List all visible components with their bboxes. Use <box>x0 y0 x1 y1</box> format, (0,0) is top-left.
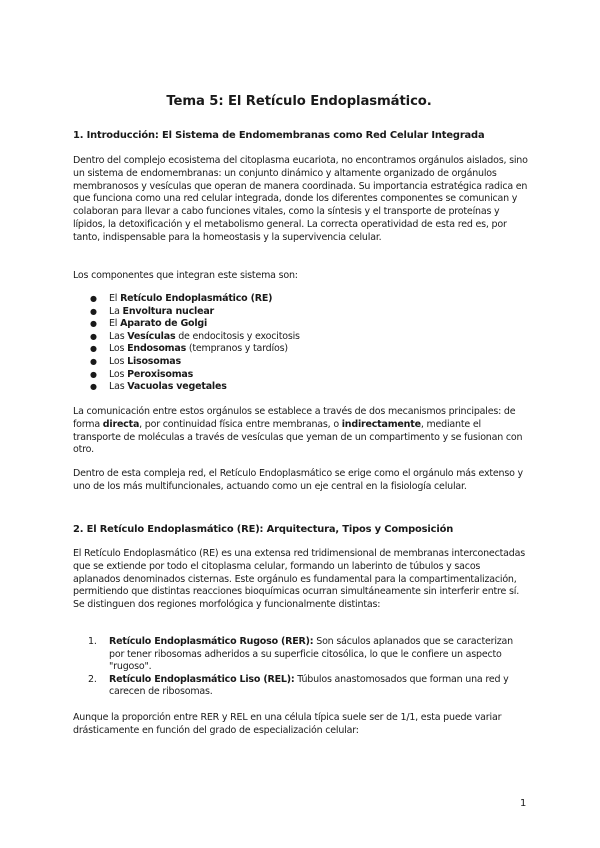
list-item: ● Los Endosomas (tempranos y tardíos) <box>90 343 288 355</box>
list-item: ● El Retículo Endoplasmático (RE) <box>90 293 273 304</box>
list-item: 2. Retículo Endoplasmático Liso (REL): Túbulos anastomosados que forman una red y carecen de ribosomas. <box>88 673 509 698</box>
list-item: ● Las Vesículas de endocitosis y exocitosis <box>90 330 300 342</box>
list-item: 1. Retículo Endoplasmático Rugoso (RER): Son sáculos aplanados que se caracterizan por tener ribosomas adheridos a su superficie citosólica, lo que le confiere un aspecto "rugoso". <box>88 636 513 673</box>
list-item: ● La Envoltura nuclear <box>90 305 215 317</box>
bullet-icon: ● <box>90 382 97 392</box>
list-item: ● Los Lisosomas <box>90 355 181 367</box>
section-1-paragraph-3: La comunicación entre estos orgánulos se establece a través de dos mecanismos principales: de forma directa, por continuidad física entre membranas, o indirectamente, mediante el transporte de moléculas a través de vesículas que yeman de un compartimento y se fusionan con otro. <box>73 406 523 456</box>
list-item: ● Los Peroxisomas <box>90 368 194 380</box>
bullet-icon: ● <box>90 319 97 329</box>
page-title: Tema 5: El Retículo Endoplasmático. <box>166 94 432 109</box>
page-number: 1 <box>520 798 527 809</box>
section-1-paragraph-4: Dentro de esta compleja red, el Retículo Endoplasmático se erige como el orgánulo más extenso y uno de los más multifuncionales, actuando como un eje central en la fisiología celular. <box>73 468 523 492</box>
section-2-paragraph-1: El Retículo Endoplasmático (RE) es una extensa red tridimensional de membranas interconectadas que se extiende por todo el citoplasma celular, formando un laberinto de túbulos y sacos aplanados denominados cisternas. Este orgánulo es fundamental para la compartimentalización, permitiendo que distintas reacciones bioquímicas ocurran simultáneamente sin interferir entre sí. Se distinguen dos regiones morfológica y funcionalmente distintas: <box>73 548 525 611</box>
list-item: ● Las Vacuolas vegetales <box>90 381 227 393</box>
components-list <box>73 293 300 394</box>
bullet-icon: ● <box>90 331 97 341</box>
section-1-heading: 1. Introducción: El Sistema de Endomembranas como Red Celular Integrada <box>73 130 485 141</box>
bullet-icon: ● <box>90 344 97 354</box>
bullet-icon: ● <box>90 369 97 379</box>
bullet-icon: ● <box>90 294 97 303</box>
section-1-paragraph-1: Dentro del complejo ecosistema del citoplasma eucariota, no encontramos orgánulos aislados, sino un sistema de endomembranas: un conjunto dinámico y altamente organizado de orgánulos membranosos y vesículas que operan de manera coordinada. Su importancia estratégica radica en que funciona como una red celular integrada, donde los diferentes componentes se comunican y colaboran para llevar a cabo funciones vitales, como la síntesis y el transporte de proteínas y lípidos, la detoxificación y el metabolismo general. La correcta operatividad de esta red es, por tanto, indispensable para la homeostasis y la supervivencia celular. <box>73 155 528 243</box>
er-types-list <box>73 636 529 699</box>
section-2-heading: 2. El Retículo Endoplasmático (RE): Arquitectura, Tipos y Composición <box>73 524 454 535</box>
bullet-icon: ● <box>90 306 97 316</box>
bullet-icon: ● <box>90 356 97 366</box>
list-item: ● El Aparato de Golgi <box>90 318 208 330</box>
components-intro: Los componentes que integran este sistema son: <box>73 270 298 281</box>
section-2-paragraph-2: Aunque la proporción entre RER y REL en una célula típica suele ser de 1/1, esta puede variar drásticamente en función del grado de especialización celular: <box>73 712 502 736</box>
